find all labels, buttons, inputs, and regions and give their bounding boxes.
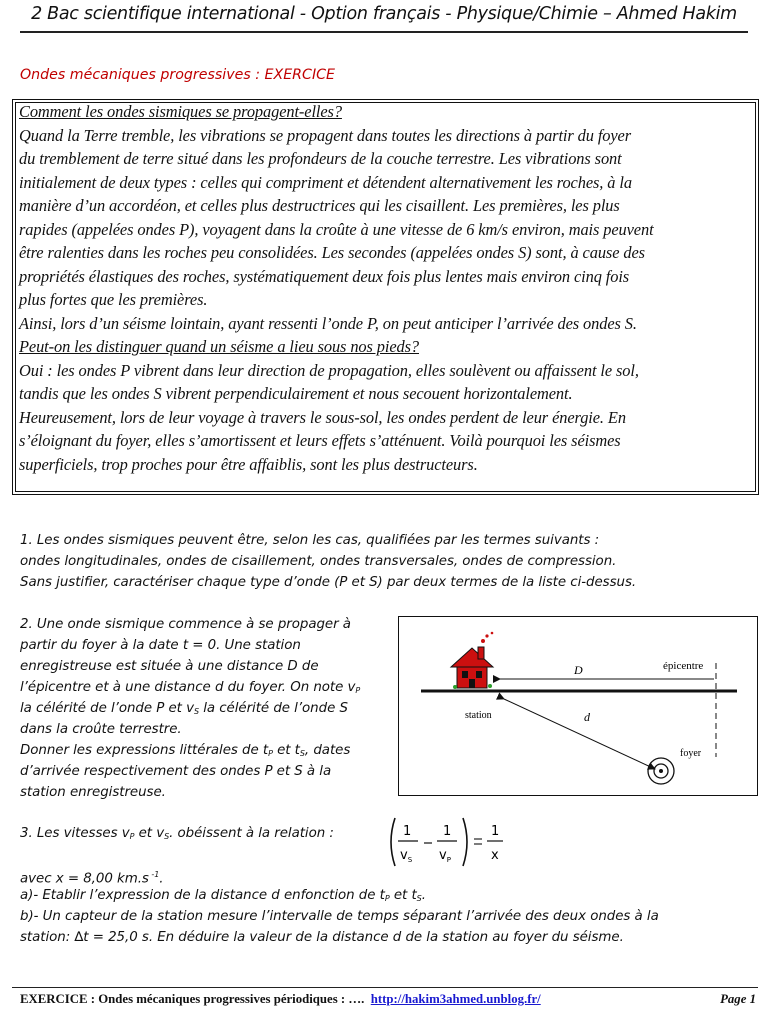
question-1-line: Sans justifier, caractériser chaque type d’onde (P et S) par deux termes de la liste ci-dessus. [20, 575, 637, 590]
footer-text: EXERCICE : Ondes mécaniques progressives périodiques : …. http://hakim3ahmed.unblog.fr/ [20, 992, 541, 1006]
question-2-line: d’arrivée respectivement des ondes P et S à la [20, 764, 332, 779]
question-2-line: station enregistreuse. [20, 785, 166, 800]
text-line: plus fortes que les premières. [19, 290, 208, 309]
text-line: être ralenties dans les roches peu consolidées. Les secondes (appelées ondes S) sont, à cause des [19, 243, 645, 262]
question-2-line: 2. Une onde sismique commence à se propager à [20, 617, 351, 632]
question-2-line: enregistreuse est située à une distance D de [20, 659, 319, 674]
velocity-relation-formula [386, 815, 510, 869]
label-epicentre: épicentre [663, 660, 704, 672]
text-line: Oui : les ondes P vibrent dans leur direction de propagation, elles soulèvent ou affaissent le sol, [19, 361, 639, 380]
text-line-question-2: Peut-on les distinguer quand un séisme a lieu sous nos pieds? [19, 337, 419, 356]
question-2-line: l’épicentre et à une distance d du foyer. On note $v_P$ [20, 680, 361, 695]
label-foyer: foyer [680, 748, 702, 759]
seismic-diagram-svg [399, 617, 756, 794]
focus-point [659, 769, 663, 773]
station-house-icon [451, 632, 493, 689]
question-2-line: Donner les expressions littérales de $t_P$ et $t_S$, dates [20, 743, 351, 758]
question-3b: station: ∆t = 25,0 s. En déduire la valeur de la distance d de la station au foyer du séisme. [20, 930, 624, 945]
question-2-line: la célérité de l’onde P et $v_S$ la célérité de l’onde S [20, 701, 348, 716]
question-3-intro: 3. Les vitesses $v_P$ et $v_S$. obéissent à la relation : [20, 826, 334, 841]
formula-x: x [491, 848, 499, 863]
formula-numerator: 1 [491, 824, 500, 839]
header-divider [20, 31, 748, 33]
question-1-line: 1. Les ondes sismiques peuvent être, selon les cas, qualifiées par les termes suivants : [20, 533, 600, 548]
seismic-diagram [398, 616, 758, 796]
text-line: du tremblement de terre situé dans les profondeurs de la couche terrestre. Les vibrations sont [19, 149, 622, 168]
text-line: Quand la Terre tremble, les vibrations se propagent dans toutes les directions à partir du foyer [19, 126, 631, 145]
formula-numerator: 1 [403, 824, 412, 839]
text-line: s’éloignant du foyer, elles s’amortissent et leurs effets s’atténuent. Voilà pourquoi les séismes [19, 431, 621, 450]
formula-vs: $v_S$ [400, 848, 413, 864]
label-station: station [465, 710, 492, 721]
footer-link[interactable]: http://hakim3ahmed.unblog.fr/ [370, 992, 541, 1006]
text-line: superficiels, trop proches pour être affaiblis, sont les plus destructeurs. [19, 455, 478, 474]
text-line: Heureusement, lors de leur voyage à travers le sous-sol, les ondes perdent de leur énergie. En [19, 408, 626, 427]
text-line: Ainsi, lors d’un séisme lointain, ayant ressenti l’onde P, on peut anticiper l’arrivée des ondes S. [19, 314, 637, 333]
footer-divider [12, 987, 758, 988]
formula-numerator: 1 [443, 824, 452, 839]
question-2-line: dans la croûte terrestre. [20, 722, 182, 737]
page-header-title: 2 Bac scientifique international - Option français - Physique/Chimie – Ahmed Hakim [31, 4, 737, 24]
label-D: D [574, 663, 583, 677]
text-line: tandis que les ondes S vibrent perpendiculairement et nous secouent horizontalement. [19, 384, 573, 403]
question-3a: a)- Etablir l’expression de la distance d enfonction de $t_P$ et $t_S$. [20, 888, 426, 903]
question-3-given: avec x = 8,00 km.s $^{-1}$. [20, 870, 164, 887]
text-line: manière d’un accordéon, et celles plus destructrices qui les cisaillent. Les premières, les plus [19, 196, 620, 215]
exercise-title: Ondes mécaniques progressives : EXERCICE [20, 67, 335, 83]
text-line-question-1: Comment les ondes sismiques se propagent-elles? [19, 102, 342, 121]
question-3b: b)- Un capteur de la station mesure l’intervalle de temps séparant l’arrivée des deux ondes à la [20, 909, 659, 924]
text-line: propriétés élastiques des roches, systématiquement deux fois plus lentes mais environ cinq fois [19, 267, 630, 286]
question-2-line: partir du foyer à la date t = 0. Une station [20, 638, 301, 653]
formula-vp: $v_P$ [439, 848, 451, 864]
text-line: initialement de deux types : celles qui compriment et détendent alternativement les roches, à la [19, 173, 632, 192]
footer-page-number: Page 1 [720, 992, 756, 1006]
distance-d-arrow [504, 699, 655, 769]
text-line: rapides (appelées ondes P), voyagent dans la croûte à une vitesse de 6 km/s environ, mais peuvent [19, 220, 654, 239]
question-1-line: ondes longitudinales, ondes de cisaillement, ondes transversales, ondes de compression. [20, 554, 617, 569]
label-d: d [584, 710, 590, 724]
